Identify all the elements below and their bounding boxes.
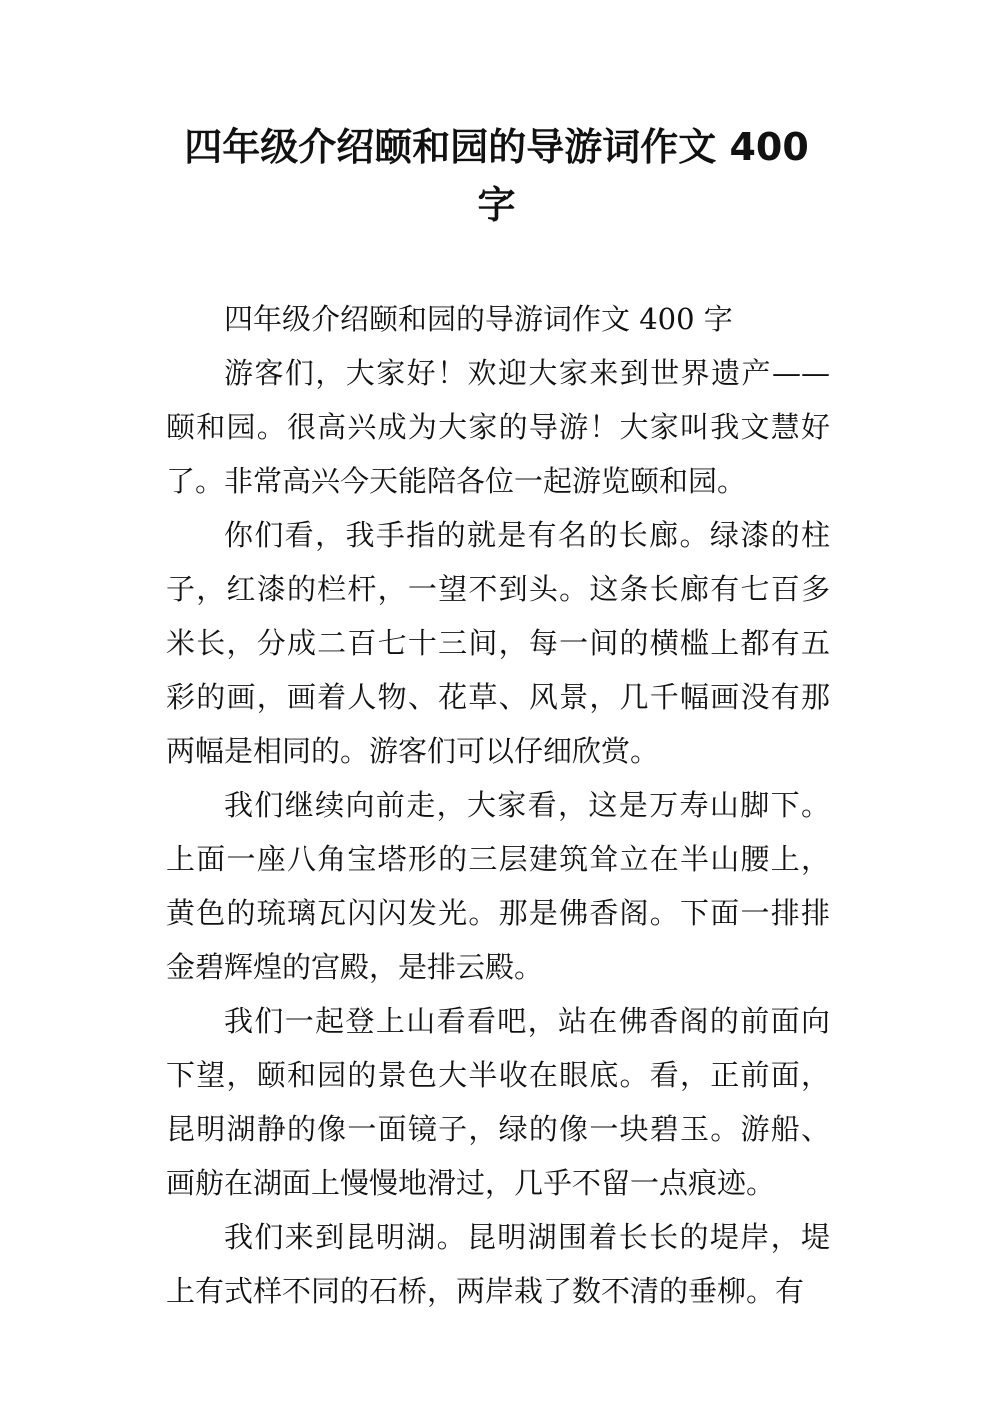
body-paragraph-subtitle: 四年级介绍颐和园的导游词作文 400 字 [224, 302, 733, 336]
document-title [120, 118, 873, 234]
body-paragraph-kunming-lake: 我们来到昆明湖。昆明湖围着长长的堤岸，堤上有式样不同的石桥，两岸栽了数不清的垂柳。有 [166, 1220, 830, 1308]
document-title-line-2: 字 [477, 183, 516, 227]
body-paragraph-greeting: 游客们，大家好！欢迎大家来到世界遗产——颐和园。很高兴成为大家的导游！大家叫我文慧好了。非常高兴今天能陪各位一起游览颐和园。 [166, 356, 830, 498]
document-body [166, 292, 830, 1318]
body-paragraph-longevity-hill: 我们继续向前走，大家看，这是万寿山脚下。上面一座八角宝塔形的三层建筑耸立在半山腰上，黄色的琉璃瓦闪闪发光。那是佛香阁。下面一排排金碧辉煌的宫殿，是排云殿。 [166, 788, 830, 984]
body-paragraph-tower-view: 我们一起登上山看看吧，站在佛香阁的前面向下望，颐和园的景色大半收在眼底。看，正前面，昆明湖静的像一面镜子，绿的像一块碧玉。游船、画舫在湖面上慢慢地滑过，几乎不留一点痕迹。 [166, 1004, 830, 1200]
document-title-line-1: 四年级介绍颐和园的导游词作文 400 [184, 125, 809, 169]
body-paragraph-long-corridor: 你们看，我手指的就是有名的长廊。绿漆的柱子，红漆的栏杆，一望不到头。这条长廊有七百多米长，分成二百七十三间，每一间的横槛上都有五彩的画，画着人物、花草、风景，几千幅画没有那两幅是相同的。游客们可以仔细欣赏。 [166, 518, 830, 768]
